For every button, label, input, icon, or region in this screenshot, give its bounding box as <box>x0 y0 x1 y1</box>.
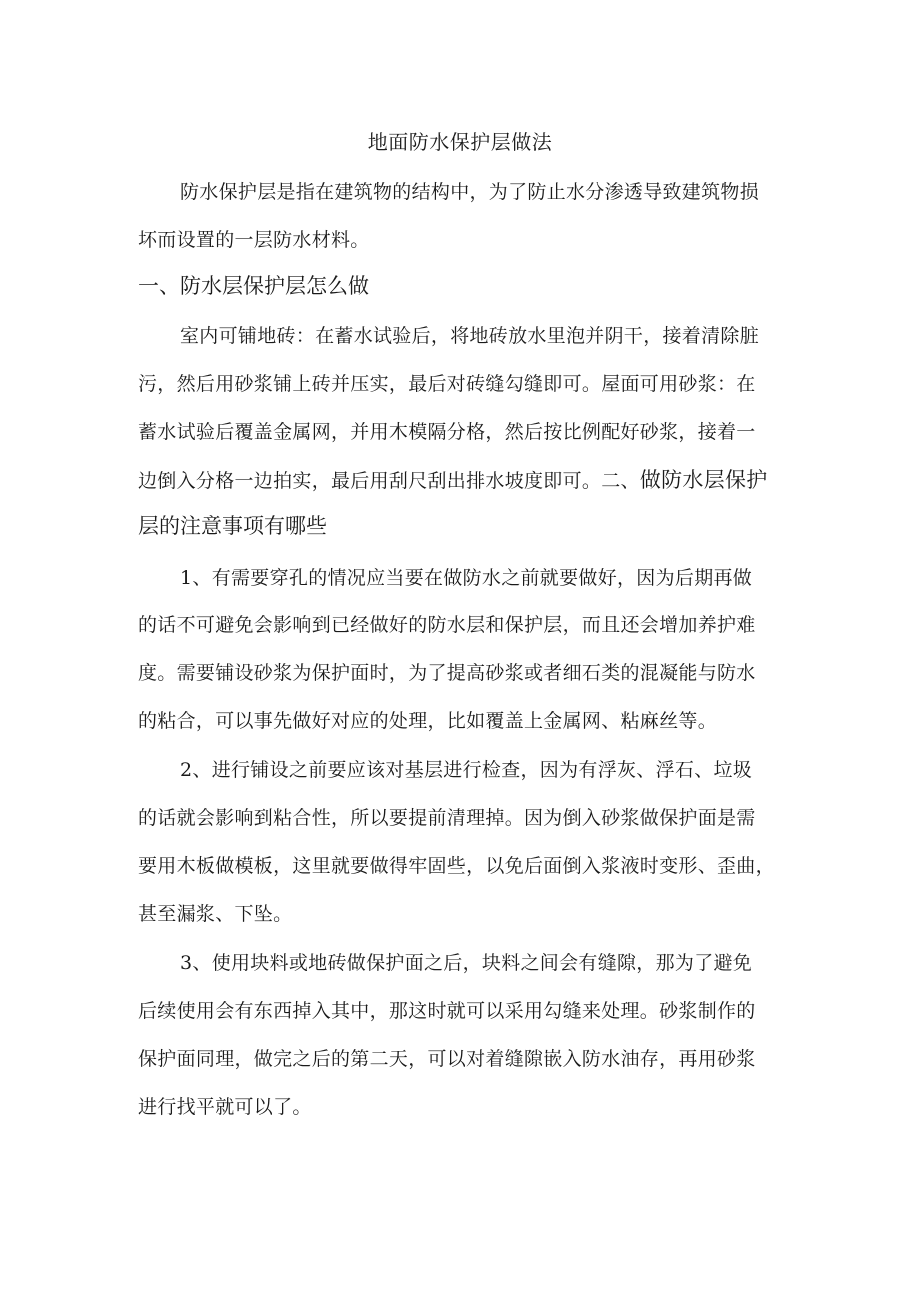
section-2-heading-part-2: 层的注意事项有哪些 <box>138 514 327 538</box>
section-1-line-3: 蓄水试验后覆盖金属网，并用木模隔分格，然后按比例配好砂浆，接着一 <box>138 421 756 443</box>
section-1-line-2: 污，然后用砂浆铺上砖并压实，最后对砖缝勾缝即可。屋面可用砂浆：在 <box>138 373 756 395</box>
point-2-line-3: 要用木板做模板，这里就要做得牢固些，以免后面倒入浆液时变形、歪曲， <box>138 855 775 877</box>
point-2-line-4: 甚至漏浆、下坠。 <box>138 903 293 925</box>
section-2-heading-part-1: 做防水层保护 <box>639 468 768 492</box>
point-3-line-2: 后续使用会有东西掉入其中，那这时就可以采用勾缝来处理。砂浆制作的 <box>138 1000 756 1022</box>
point-1-line-3: 度。需要铺设砂浆为保护面时，为了提高砂浆或者细石类的混凝能与防水 <box>138 662 756 684</box>
point-3-line-3: 保护面同理，做完之后的第二天，可以对着缝隙嵌入防水油存，再用砂浆 <box>138 1048 756 1070</box>
point-1-line-4: 的粘合，可以事先做好对应的处理，比如覆盖上金属网、粘麻丝等。 <box>138 710 718 732</box>
point-1-line-2: 的话不可避免会影响到已经做好的防水层和保护层，而且还会增加养护难 <box>138 614 756 636</box>
point-2-line-1: 2、进行铺设之前要应该对基层进行检查，因为有浮灰、浮石、垃圾 <box>180 759 753 781</box>
section-1-line-4-text: 边倒入分格一边拍实，最后用刮尺刮出排水坡度即可。二、 <box>138 470 640 492</box>
section-1-heading: 一、防水层保护层怎么做 <box>138 274 369 298</box>
point-2-line-2: 的话就会影响到粘合性，所以要提前清理掉。因为倒入砂浆做保护面是需 <box>138 807 756 829</box>
point-1-line-1: 1、有需要穿孔的情况应当要在做防水之前就要做好，因为后期再做 <box>180 567 753 589</box>
document-title: 地面防水保护层做法 <box>367 130 553 154</box>
section-1-line-4 <box>138 465 798 496</box>
intro-line-1: 防水保护层是指在建筑物的结构中，为了防止水分渗透导致建筑物损 <box>180 181 760 203</box>
intro-line-2: 坏而设置的一层防水材料。 <box>138 229 370 251</box>
point-3-line-4: 进行找平就可以了。 <box>138 1096 312 1118</box>
section-1-line-1: 室内可铺地砖：在蓄水试验后，将地砖放水里泡并阴干，接着清除脏 <box>180 325 760 347</box>
point-3-line-1: 3、使用块料或地砖做保护面之后，块料之间会有缝隙，那为了避免 <box>180 952 753 974</box>
